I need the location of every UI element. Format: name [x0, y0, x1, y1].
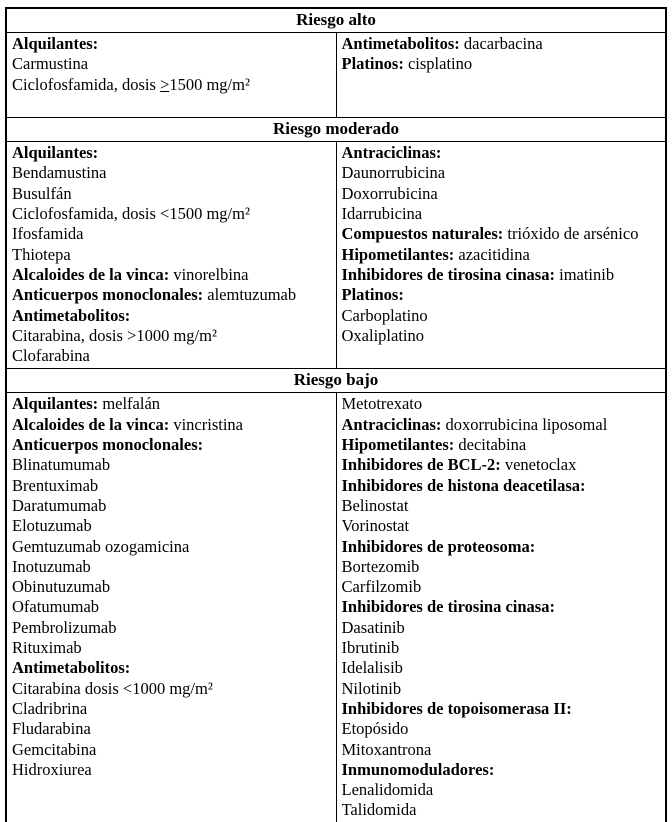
section-title: Riesgo alto: [6, 8, 666, 33]
table-line: [342, 577, 661, 597]
drug-name-text: Citarabina, dosis >1000 mg/m²: [12, 325, 217, 345]
table-line: [12, 638, 331, 658]
section-body-row-riesgo-bajo: [6, 393, 666, 822]
drug-class-label: Alquilantes:: [12, 34, 99, 53]
table-line: [342, 780, 661, 800]
table-line: [12, 455, 331, 475]
drug-name-text: decitabina: [454, 435, 527, 455]
drug-class-label: Inhibidores de proteosoma:: [341, 536, 536, 556]
drug-name-text: Daunorrubicina: [341, 163, 446, 183]
drug-class-label: Hipometilantes:: [341, 244, 455, 264]
drug-name-text: Carmustina: [12, 54, 89, 74]
table-line: [12, 306, 331, 326]
risk-table-body: [6, 8, 666, 822]
table-line: [342, 740, 661, 760]
table-line: [12, 719, 331, 739]
table-line: [12, 265, 331, 285]
drug-class-label: Alcaloides de la vinca:: [12, 414, 170, 434]
table-line: [12, 346, 331, 366]
section-header-row-riesgo-moderado: [6, 118, 666, 142]
table-line: [12, 496, 331, 516]
table-line: [12, 245, 331, 265]
table-line: [12, 557, 331, 577]
drug-name-text: Ibrutinib: [341, 638, 400, 658]
table-line: [342, 476, 661, 496]
drug-name-text: Mitoxantrona: [341, 739, 432, 759]
drug-name-text: Idarrubicina: [341, 204, 423, 224]
table-line: [342, 184, 661, 204]
left-column-cell: [6, 142, 336, 369]
drug-name-text: Dasatinib: [341, 617, 405, 637]
table-line: [342, 557, 661, 577]
right-column-cell: [336, 142, 666, 369]
drug-class-label: Antraciclinas:: [341, 143, 442, 163]
drug-name-text: imatinib: [554, 264, 615, 284]
drug-name-text: Metotrexato: [341, 394, 423, 414]
drug-name-text: Obinutuzumab: [12, 577, 111, 597]
drug-name-text: melfalán: [98, 394, 161, 414]
risk-classification-table: [5, 7, 667, 822]
drug-class-label: Inhibidores de histona deacetilasa:: [341, 475, 586, 495]
drug-name-text: vincristina: [169, 414, 243, 434]
table-line: [342, 224, 661, 244]
table-line: [342, 415, 661, 435]
right-column-cell: [336, 393, 666, 822]
drug-name-text: Ifosfamida: [12, 224, 84, 244]
table-line: [342, 658, 661, 678]
table-line: [12, 760, 331, 780]
drug-name-text: Ciclofosfamida, dosis <1500 mg/m²: [12, 204, 250, 224]
table-line: [12, 143, 331, 163]
drug-class-label: Inhibidores de BCL-2:: [341, 455, 501, 475]
table-line: [12, 184, 331, 204]
drug-name-text: Thiotepa: [12, 244, 71, 264]
drug-class-label: Antimetabolitos:: [12, 658, 131, 678]
drug-name-text: Fludarabina: [12, 719, 91, 739]
table-line: [12, 163, 331, 183]
drug-name-text: Bortezomib: [341, 556, 420, 576]
section-header-row-riesgo-bajo: [6, 369, 666, 393]
table-line: [12, 95, 331, 115]
drug-name-text: Nilotinib: [341, 678, 402, 698]
table-line: [12, 618, 331, 638]
drug-class-label: Inhibidores de topoisomerasa II:: [341, 698, 572, 718]
drug-class-label: Hipometilantes:: [341, 435, 455, 455]
table-line: [342, 435, 661, 455]
drug-name-text: Idelalisib: [341, 658, 403, 678]
drug-name-text: Brentuximab: [12, 475, 99, 495]
drug-name-text: alemtuzumab: [203, 285, 297, 305]
drug-name-text: Citarabina dosis <1000 mg/m²: [12, 678, 213, 698]
drug-name-text: Doxorrubicina: [341, 183, 438, 203]
section-header-row-riesgo-alto: [6, 8, 666, 33]
drug-name-text: trióxido de arsénico: [503, 224, 639, 244]
drug-name-text: Talidomida: [341, 800, 417, 820]
table-line: [342, 699, 661, 719]
drug-class-label: Anticuerpos monoclonales:: [12, 285, 204, 305]
table-line: [342, 537, 661, 557]
drug-class-label: Platinos:: [341, 285, 404, 305]
table-line: [12, 75, 331, 95]
section-title: Riesgo bajo: [6, 369, 666, 393]
drug-name-text: Gemcitabina: [12, 739, 97, 759]
table-line: [342, 245, 661, 265]
table-line: [342, 800, 661, 820]
table-line: [12, 394, 331, 414]
drug-name-text: Oxaliplatino: [341, 325, 424, 345]
drug-name-text: Gemtuzumab ozogamicina: [12, 536, 190, 556]
table-line: [342, 326, 661, 346]
drug-name-text: Vorinostat: [341, 516, 410, 536]
drug-name-text: Bendamustina: [12, 163, 107, 183]
drug-class-label: Inhibidores de tirosina cinasa:: [341, 597, 555, 617]
table-line: [12, 224, 331, 244]
drug-class-label: Alquilantes:: [12, 394, 99, 414]
table-line: [342, 143, 661, 163]
table-line: [342, 455, 661, 475]
section-body-row-riesgo-moderado: [6, 142, 666, 369]
table-line: [12, 577, 331, 597]
table-line: [342, 638, 661, 658]
drug-class-label: Antimetabolitos:: [341, 34, 460, 53]
left-column-cell: [6, 33, 336, 118]
drug-class-label: Antimetabolitos:: [12, 305, 131, 325]
table-line: [12, 204, 331, 224]
drug-name-text: Pembrolizumab: [12, 617, 117, 637]
drug-name-text: Busulfán: [12, 183, 72, 203]
drug-name-text: Belinostat: [341, 495, 409, 515]
table-line: [12, 597, 331, 617]
drug-class-label: Alquilantes:: [12, 143, 99, 163]
drug-name-text: Daratumumab: [12, 495, 107, 515]
table-line: [342, 394, 661, 414]
drug-name-text: cisplatino: [403, 54, 473, 74]
drug-class-label: Antraciclinas:: [341, 414, 442, 434]
table-line: [342, 496, 661, 516]
drug-name-text: Carfilzomib: [341, 577, 422, 597]
drug-name-text: Clofarabina: [12, 346, 90, 366]
drug-class-label: Compuestos naturales:: [341, 224, 504, 244]
drug-name-text: azacitidina: [454, 244, 530, 264]
table-line: [342, 618, 661, 638]
section-body-row-riesgo-alto: [6, 33, 666, 118]
drug-name-text: dacarbacina: [459, 34, 543, 53]
drug-class-label: Inmunomoduladores:: [341, 759, 495, 779]
drug-class-label: Anticuerpos monoclonales:: [12, 435, 204, 455]
drug-class-label: Platinos:: [341, 54, 404, 74]
drug-name-text: Ciclofosfamida, dosis: [12, 74, 161, 94]
drug-name-text: 1500 mg/m²: [169, 74, 250, 94]
table-line: [342, 285, 661, 305]
table-line: [342, 34, 661, 54]
drug-name-text: Lenalidomida: [341, 780, 434, 800]
drug-name-text: Cladribrina: [12, 698, 88, 718]
table-line: [12, 415, 331, 435]
drug-class-label: Inhibidores de tirosina cinasa:: [341, 264, 555, 284]
drug-class-label: Alcaloides de la vinca:: [12, 264, 170, 284]
table-line: [12, 435, 331, 455]
drug-name-text: doxorrubicina liposomal: [441, 414, 608, 434]
table-line: [342, 516, 661, 536]
table-line: [12, 740, 331, 760]
drug-name-text: Etopósido: [341, 719, 409, 739]
table-line: [342, 719, 661, 739]
table-line: [12, 54, 331, 74]
drug-name-text: Blinatumumab: [12, 455, 111, 475]
drug-name-text: Elotuzumab: [12, 516, 92, 536]
left-column-cell: [6, 393, 336, 822]
table-line: [12, 34, 331, 54]
table-line: [12, 658, 331, 678]
drug-name-text: >: [160, 74, 170, 94]
table-line: [12, 537, 331, 557]
drug-name-text: Ofatumumab: [12, 597, 100, 617]
table-line: [342, 204, 661, 224]
table-line: [12, 699, 331, 719]
drug-name-text: venetoclax: [500, 455, 577, 475]
table-line: [342, 306, 661, 326]
table-line: [12, 476, 331, 496]
table-line: [12, 285, 331, 305]
table-line: [342, 597, 661, 617]
drug-name-text: vinorelbina: [169, 264, 249, 284]
drug-name-text: Rituximab: [12, 638, 82, 658]
table-line: [12, 516, 331, 536]
table-line: [342, 679, 661, 699]
table-line: [342, 163, 661, 183]
right-column-cell: [336, 33, 666, 118]
drug-name-text: Carboplatino: [341, 305, 428, 325]
section-title: Riesgo moderado: [6, 118, 666, 142]
table-line: [12, 679, 331, 699]
table-line: [342, 54, 661, 74]
drug-name-text: Hidroxiurea: [12, 759, 92, 779]
table-line: [342, 265, 661, 285]
table-line: [342, 760, 661, 780]
table-line: [12, 326, 331, 346]
drug-name-text: Inotuzumab: [12, 556, 91, 576]
